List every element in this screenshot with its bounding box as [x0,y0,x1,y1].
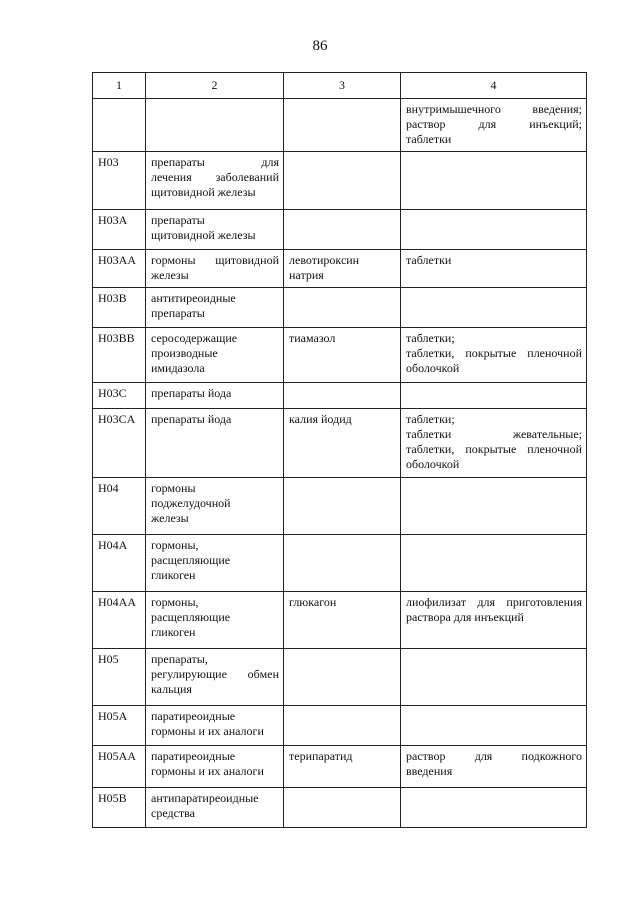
drug-name-cell [284,649,401,706]
dosage-forms-cell [401,250,587,288]
drug-name-cell [284,746,401,788]
drug-name-cell [284,383,401,409]
atc-code-cell: H05A [93,706,146,746]
drug-name-cell [284,288,401,328]
cell-text-line: таблетки [406,253,452,267]
cell-text-line: антипаратиреоидные [151,791,259,805]
drug-name-cell [284,152,401,210]
pharmacological-group-cell [146,746,284,788]
cell-text-line: внутримышечного введения; [406,102,582,116]
cell-text-line: препараты йода [151,412,232,426]
cell-text-line: поджелудочной [151,496,231,510]
cell-text-line: таблетки [406,132,452,146]
dosage-forms-cell [401,409,587,478]
table-body [93,99,587,828]
cell-text-line: паратиреоидные [151,749,236,763]
drug-name-cell [284,250,401,288]
cell-text-line: гликоген [151,568,196,582]
atc-code-cell: H03CA [93,409,146,478]
cell-text-line: регулирующие обмен [151,667,279,681]
table-row [93,649,587,706]
cell-text-line: введения [406,764,453,778]
cell-text-line: таблетки; [406,412,455,426]
cell-text-line: гликоген [151,625,196,639]
atc-code-cell: H04A [93,535,146,592]
table-row [93,250,587,288]
cell-text-line: гормоны [151,481,196,495]
table-row [93,746,587,788]
cell-text-line: натрия [289,268,324,282]
cell-text-line: таблетки, покрытые пленочной [406,442,582,456]
cell-text-line: лиофилизат для приготовления [406,595,582,609]
cell-text-line: гормоны и их аналоги [151,764,264,778]
cell-text-line: препараты йода [151,386,232,400]
cell-text-line: расщепляющие [151,553,231,567]
dosage-forms-cell [401,210,587,250]
atc-code-cell: H05AA [93,746,146,788]
table-row [93,152,587,210]
cell-text-line: раствор для подкожного [406,749,582,763]
dosage-forms-cell [401,706,587,746]
atc-code-cell: H03BB [93,328,146,383]
cell-text-line: кальция [151,682,192,696]
cell-text-line: препараты [151,213,205,227]
column-header-group: 2 [146,73,284,99]
pharmacological-group-cell [146,649,284,706]
atc-code-cell: H03 [93,152,146,210]
table-row [93,706,587,746]
cell-text-line: оболочкой [406,457,460,471]
table-header-row [93,73,587,99]
dosage-forms-cell [401,99,587,152]
dosage-forms-cell [401,478,587,535]
pharmacological-group-cell [146,592,284,649]
drug-name-cell [284,788,401,828]
drug-name-cell [284,409,401,478]
cell-text-line: железы [151,268,189,282]
cell-text-line: таблетки жевательные; [406,427,582,441]
dosage-forms-cell [401,383,587,409]
atc-code-cell: H05B [93,788,146,828]
atc-code-cell: H03C [93,383,146,409]
cell-text-line: препараты для [151,155,279,169]
page-number: 86 [312,38,328,54]
atc-code-cell: H04 [93,478,146,535]
cell-text-line: терипаратид [289,749,353,763]
pharmacological-group-cell [146,288,284,328]
drug-name-cell [284,535,401,592]
drug-name-cell [284,706,401,746]
dosage-forms-cell [401,788,587,828]
cell-text-line: таблетки; [406,331,455,345]
table-row [93,478,587,535]
cell-text-line: гормоны и их аналоги [151,724,264,738]
atc-code-cell: H03AA [93,250,146,288]
pharmacological-group-cell [146,210,284,250]
drug-name-cell [284,478,401,535]
cell-text-line: железы [151,511,189,525]
table-row [93,210,587,250]
pharmacological-group-cell [146,409,284,478]
pharmacological-group-cell [146,383,284,409]
pharmacological-group-cell [146,535,284,592]
column-header-forms: 4 [401,73,587,99]
dosage-forms-cell [401,592,587,649]
cell-text-line: левотироксин [289,253,360,267]
drug-name-cell [284,210,401,250]
pharmacological-group-cell [146,99,284,152]
table-row [93,99,587,152]
dosage-forms-cell [401,152,587,210]
cell-text-line: имидазола [151,361,205,375]
cell-text-line: препараты [151,306,205,320]
atc-code-cell: H03B [93,288,146,328]
dosage-forms-cell [401,649,587,706]
cell-text-line: серосодержащие [151,331,238,345]
table-row [93,288,587,328]
cell-text-line: раствор для инъекций; [406,117,582,131]
atc-code-cell: H04AA [93,592,146,649]
drug-name-cell [284,99,401,152]
column-header-code: 1 [93,73,146,99]
cell-text-line: препараты, [151,652,208,666]
pharmacological-group-cell [146,250,284,288]
atc-code-cell: H05 [93,649,146,706]
cell-text-line: щитовидной железы [151,228,256,242]
cell-text-line: антитиреоидные [151,291,236,305]
table-row [93,788,587,828]
table-row [93,328,587,383]
cell-text-line: гормоны, [151,538,199,552]
pharmacological-group-cell [146,328,284,383]
cell-text-line: лечения заболеваний [151,170,279,184]
drug-name-cell [284,592,401,649]
cell-text-line: раствора для инъекций [406,610,524,624]
table-row [93,535,587,592]
drug-name-cell [284,328,401,383]
atc-code-cell: H03A [93,210,146,250]
cell-text-line: таблетки, покрытые пленочной [406,346,582,360]
dosage-forms-cell [401,746,587,788]
cell-text-line: калия йодид [289,412,352,426]
drug-classification-table [92,72,587,828]
dosage-forms-cell [401,288,587,328]
pharmacological-group-cell [146,788,284,828]
pharmacological-group-cell [146,478,284,535]
dosage-forms-cell [401,535,587,592]
table-row [93,592,587,649]
cell-text-line: паратиреоидные [151,709,236,723]
dosage-forms-cell [401,328,587,383]
table-row [93,383,587,409]
cell-text-line: производные [151,346,218,360]
table-row [93,409,587,478]
atc-code-cell [93,99,146,152]
cell-text-line: расщепляющие [151,610,231,624]
cell-text-line: средства [151,806,196,820]
cell-text-line: тиамазол [289,331,336,345]
column-header-inn: 3 [284,73,401,99]
cell-text-line: глюкагон [289,595,337,609]
cell-text-line: гормоны, [151,595,199,609]
cell-text-line: оболочкой [406,361,460,375]
pharmacological-group-cell [146,706,284,746]
pharmacological-group-cell [146,152,284,210]
cell-text-line: щитовидной железы [151,185,256,199]
cell-text-line: гормоны щитовидной [151,253,279,267]
